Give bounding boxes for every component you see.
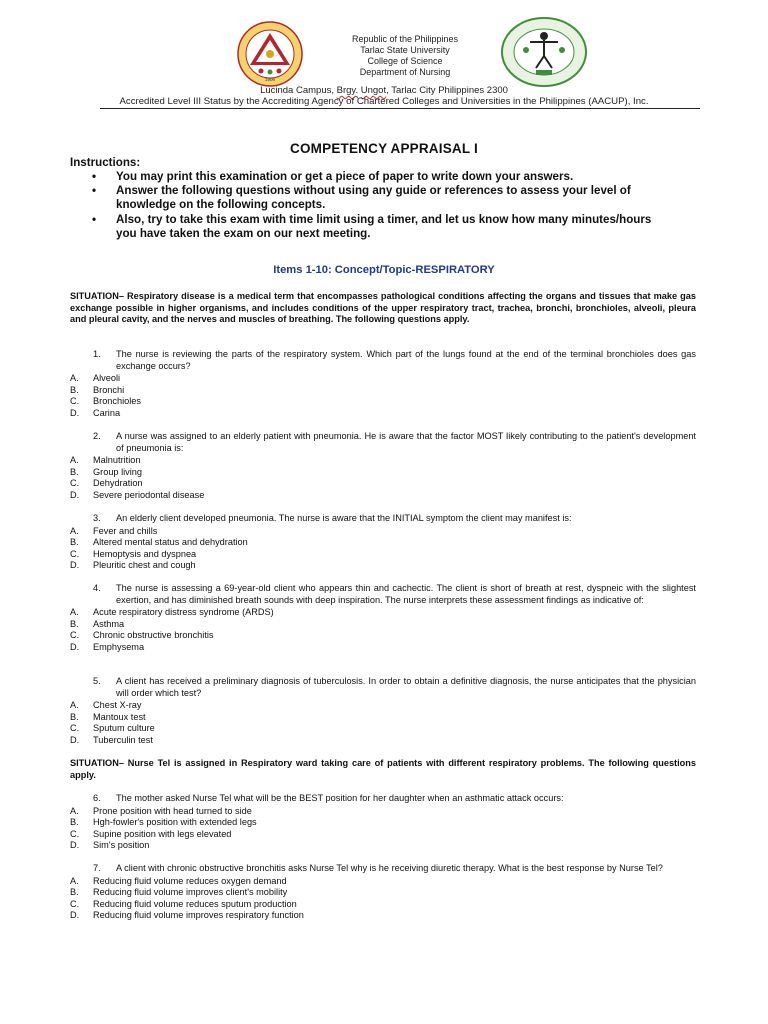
option: A. Chest X-ray — [70, 700, 142, 710]
question-1: 1. The nurse is reviewing the parts of the respiratory system. Which part of the lungs found at the end of the terminal bronchioles does gas exchange occurs? A. Alveoli B. Bronchi C. Bronchioles D. Carina — [70, 349, 696, 418]
option: A. Acute respiratory distress syndrome (ARDS) — [70, 607, 274, 617]
option: B. Group living — [70, 466, 143, 477]
option: D. Emphysema — [70, 641, 145, 652]
bullet-icon: • — [92, 184, 97, 198]
option: B. Mantoux test — [70, 711, 146, 722]
option: D. Tuberculin test — [70, 734, 153, 745]
instruction-item: • You may print this examination or get a piece of paper to write down your answers. — [92, 170, 574, 183]
question-2: 2. A nurse was assigned to an elderly patient with pneumonia. He is aware that the factor MOST likely contributing to the patient's development of pneumonia is: A. Malnutrition B. Group living C. Dehydration D. Severe periodontal disease — [70, 431, 696, 500]
option: D. Severe periodontal disease — [70, 489, 205, 500]
option: A. Alveoli — [70, 373, 121, 383]
situation-2: SITUATION– Nurse Tel is assigned in Respiratory ward taking care of patients with different respiratory problems. The following questions apply. — [70, 758, 696, 780]
items-heading: Items 1-10: Concept/Topic-RESPIRATORY — [273, 264, 495, 276]
option: A. Prone position with head turned to side — [70, 805, 252, 816]
option: A. Malnutrition — [70, 455, 141, 465]
option: B. Bronchi — [70, 384, 125, 395]
accreditation-line: Accredited Level III Status by the Accrediting Agency of Chartered Colleges and Universities in the Philippines (AACUP), Inc. — [119, 96, 649, 107]
option: D. Pleuritic chest and cough — [70, 560, 196, 570]
question-6: 6. The mother asked Nurse Tel what will be the BEST position for her daughter when an asthmatic attack occurs: A. Prone position with head turned to side B. Hgh-fowler's position with extended legs C. Supine position with legs elevated D. Sim's position — [93, 793, 696, 852]
option: C. Sputum culture — [70, 723, 155, 733]
letterhead — [330, 34, 480, 78]
instructions-label: Instructions: — [70, 156, 141, 169]
bullet-icon: • — [92, 170, 97, 183]
option: C. Bronchioles — [70, 396, 142, 406]
question-7: 7. A client with chronic obstructive bronchitis asks Nurse Tel why is he receiving diuretic therapy. What is the best response by Nurse Tel? A. Reducing fluid volume reduces oxygen demand B. Reducing fluid volume improves client's mobility C. Reducing fluid volume reduces sputum production D. Reducing fluid volume improves respiratory function — [93, 863, 696, 922]
option: B. Asthma — [70, 618, 125, 629]
situation-1: SITUATION– Respiratory disease is a medical term that encompasses pathological conditions affecting the organs and tissues that make gas exchange possible in higher organisms, and includes conditions of the upper respiratory tract, trachea, bronchi, bronchioles, alveoli, pleura and pleural cavity, and the nerves and muscles of breathing. The following questions apply. — [70, 291, 696, 325]
option: A. Reducing fluid volume reduces oxygen demand — [70, 875, 287, 886]
option: D. Reducing fluid volume improves respiratory function — [70, 910, 304, 920]
option: C. Reducing fluid volume reduces sputum production — [70, 898, 297, 909]
instruction-item: • Answer the following questions without using any guide or references to assess your level of knowledge on the following concepts. — [92, 184, 631, 212]
question-5: 5. A client has received a preliminary diagnosis of tuberculosis. In order to obtain a definitive diagnosis, the nurse anticipates that the physician will order which test? A. Chest X-ray B. Mantoux test C. Sputum culture D. Tuberculin test — [70, 676, 696, 745]
campus-address: Lucinda Campus, Brgy. Ungot, Tarlac City Philippines 2300 — [260, 85, 508, 96]
option: C. Hemoptysis and dyspnea — [70, 548, 197, 559]
letterhead-line-4: Department of Nursing — [359, 67, 451, 77]
option: B. Hgh-fowler's position with extended legs — [70, 817, 257, 827]
option: C. Supine position with legs elevated — [70, 828, 232, 839]
instruction-item: • Also, try to take this exam with time limit using a timer, and let us know how many minutes/hours you have taken the exam on our next meeting. — [92, 212, 652, 240]
bullet-icon: • — [92, 212, 97, 226]
letterhead-line-2: Tarlac State University — [360, 45, 450, 55]
tsu-seal-logo — [237, 21, 303, 87]
option: B. Reducing fluid volume improves client's mobility — [70, 887, 288, 897]
option: D. Sim's position — [70, 840, 150, 850]
option: B. Altered mental status and dehydration — [70, 537, 248, 547]
header-divider — [100, 108, 700, 109]
letterhead-line-3: College of Science — [367, 56, 443, 66]
option: C. Chronic obstructive bronchitis — [70, 630, 214, 640]
letterhead-line-1: Republic of the Philippines — [351, 34, 459, 44]
college-of-science-logo — [500, 16, 588, 88]
tsu-seal-year: 1906 — [264, 77, 276, 82]
option: A. Fever and chills — [70, 525, 158, 536]
question-3: 3. An elderly client developed pneumonia. The nurse is aware that the INITIAL symptom the client may manifest is: A. Fever and chills B. Altered mental status and dehydration C. Hemoptysis and dyspnea D. Pleuritic chest and cough — [93, 513, 696, 572]
option: D. Carina — [70, 407, 121, 418]
instructions-list — [70, 170, 670, 241]
option: C. Dehydration — [70, 478, 143, 488]
exam-title: COMPETENCY APPRAISAL I — [290, 141, 478, 156]
question-4: 4. The nurse is assessing a 69-year-old client who appears thin and cachectic. The client is short of breath at rest, dyspneic with the slightest exertion, and has diminished breath sounds with deep inspiration. The nurse interprets these assessment findings as indicative of: A. Acute respiratory distress syndrome (ARDS) B. Asthma C. Chronic obstructive bronchitis D. Emphysema — [70, 583, 696, 652]
